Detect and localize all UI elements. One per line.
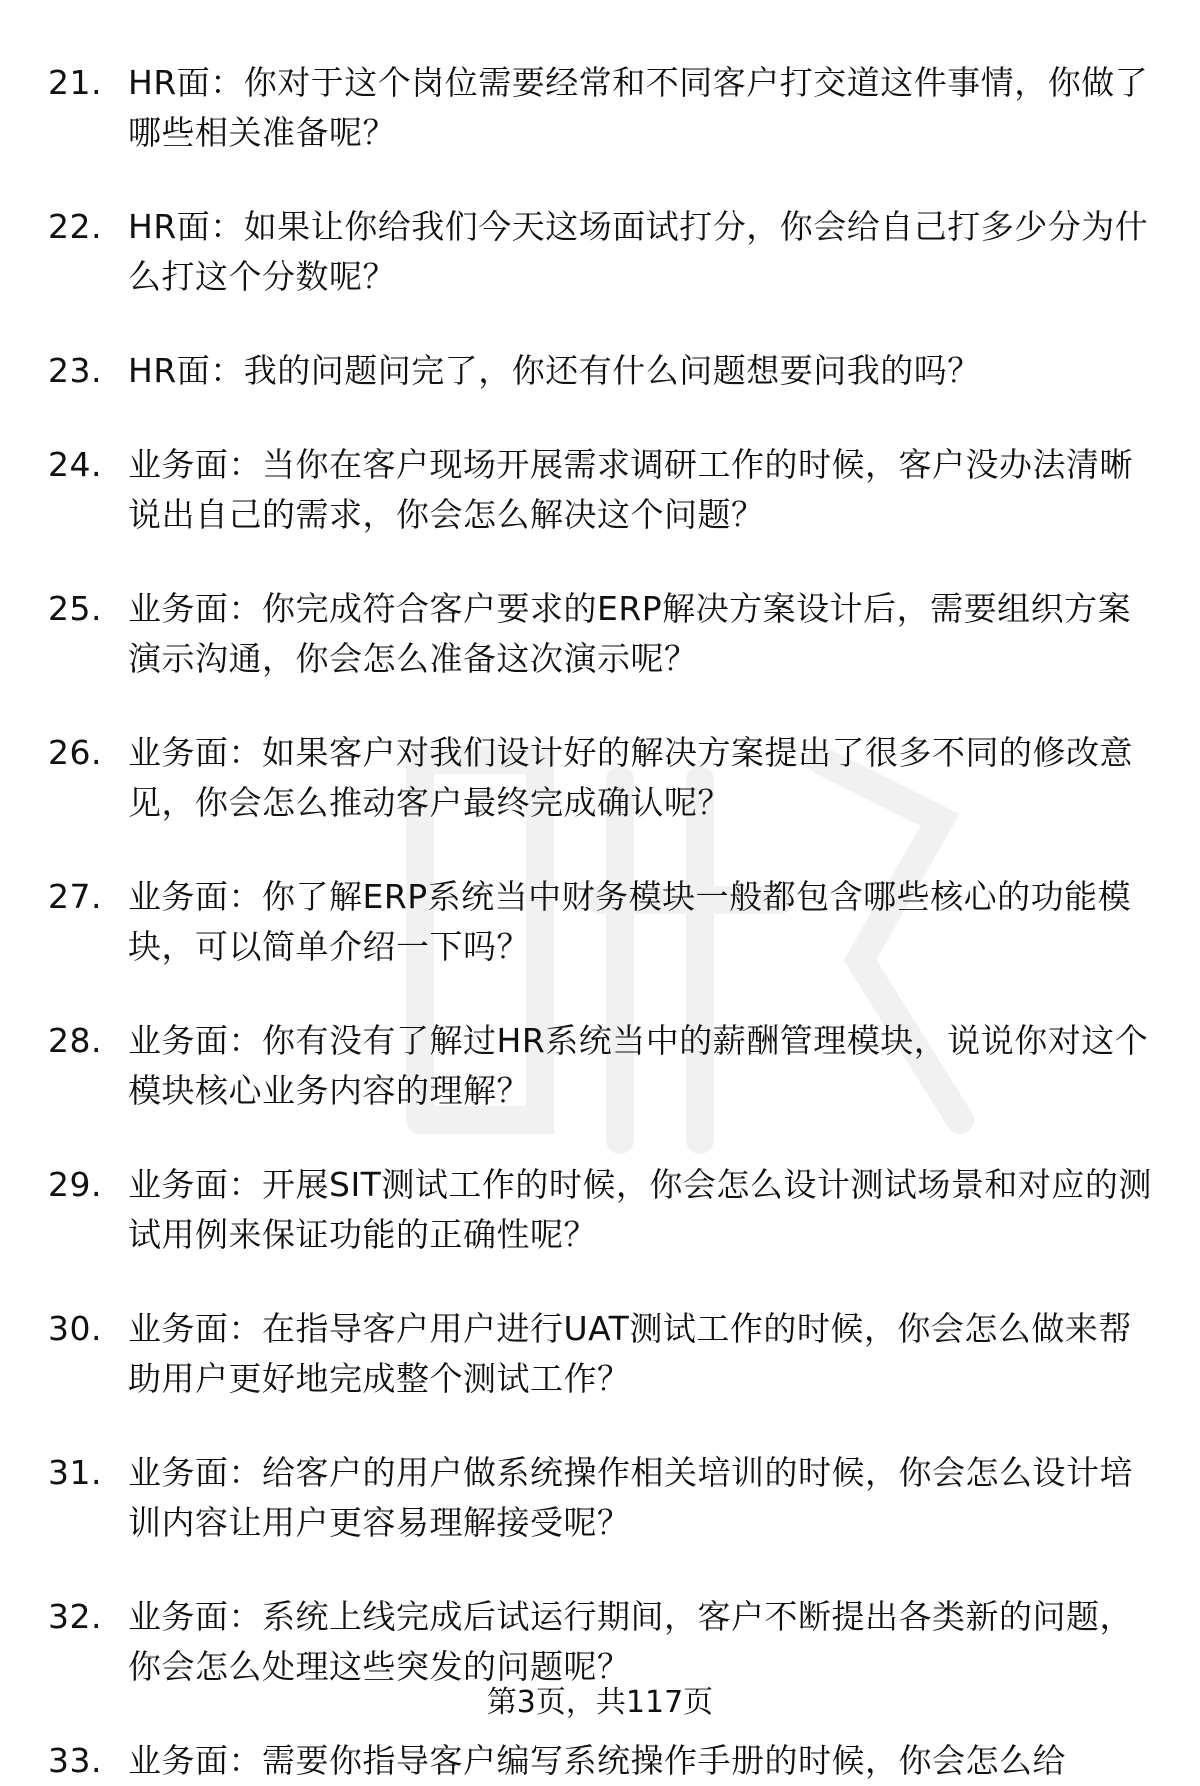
question-number: 21. bbox=[48, 63, 102, 102]
question-number: 28. bbox=[48, 1021, 102, 1060]
question-text: 业务面：给客户的用户做系统操作相关培训的时候，你会怎么设计培训内容让用户更容易理解接受呢？ bbox=[128, 1453, 1133, 1542]
question-number: 29. bbox=[48, 1165, 102, 1204]
page-number-footer: 第3页，共117页 bbox=[486, 1685, 714, 1720]
question-item-27 bbox=[48, 872, 1158, 972]
question-text: 业务面：你有没有了解过HR系统当中的薪酬管理模块，说说你对这个模块核心业务内容的理解？ bbox=[128, 1021, 1149, 1110]
question-text: 业务面：在指导客户用户进行UAT测试工作的时候，你会怎么做来帮助用户更好地完成整个测试工作？ bbox=[128, 1309, 1132, 1398]
question-text: 业务面：开展SIT测试工作的时候，你会怎么设计测试场景和对应的测试用例来保证功能的正确性呢？ bbox=[128, 1165, 1152, 1254]
question-item-30 bbox=[48, 1304, 1158, 1404]
question-item-26 bbox=[48, 728, 1158, 828]
question-text: HR面：如果让你给我们今天这场面试打分，你会给自己打多少分为什么打这个分数呢？ bbox=[128, 207, 1149, 296]
question-item-29 bbox=[48, 1160, 1158, 1260]
question-number: 27. bbox=[48, 877, 102, 916]
question-number: 26. bbox=[48, 733, 102, 772]
question-text: 业务面：需要你指导客户编写系统操作手册的时候，你会怎么给 bbox=[128, 1741, 1066, 1780]
question-item-31 bbox=[48, 1448, 1158, 1548]
question-text: 业务面：你了解ERP系统当中财务模块一般都包含哪些核心的功能模块，可以简单介绍一下吗？ bbox=[128, 877, 1132, 966]
question-item-25 bbox=[48, 584, 1158, 684]
question-number: 33. bbox=[48, 1741, 102, 1780]
question-number: 25. bbox=[48, 589, 102, 628]
question-text: HR面：我的问题问完了，你还有什么问题想要问我的吗？ bbox=[128, 351, 981, 390]
question-item-32 bbox=[48, 1592, 1158, 1692]
question-list bbox=[48, 58, 1158, 1786]
question-item-23 bbox=[48, 346, 1158, 396]
question-text: 业务面：如果客户对我们设计好的解决方案提出了很多不同的修改意见，你会怎么推动客户最终完成确认呢？ bbox=[128, 733, 1133, 822]
question-number: 23. bbox=[48, 351, 102, 390]
question-item-21 bbox=[48, 58, 1158, 158]
question-text: HR面：你对于这个岗位需要经常和不同客户打交道这件事情，你做了哪些相关准备呢？ bbox=[128, 63, 1149, 152]
question-text: 业务面：系统上线完成后试运行期间，客户不断提出各类新的问题，你会怎么处理这些突发的问题呢？ bbox=[128, 1597, 1133, 1686]
question-item-22 bbox=[48, 202, 1158, 302]
question-number: 31. bbox=[48, 1453, 102, 1492]
question-number: 22. bbox=[48, 207, 102, 246]
question-number: 24. bbox=[48, 445, 102, 484]
question-item-24 bbox=[48, 440, 1158, 540]
question-text: 业务面：当你在客户现场开展需求调研工作的时候，客户没办法清晰说出自己的需求，你会怎么解决这个问题？ bbox=[128, 445, 1133, 534]
question-item-28 bbox=[48, 1016, 1158, 1116]
question-number: 32. bbox=[48, 1597, 102, 1636]
question-number: 30. bbox=[48, 1309, 102, 1348]
question-text: 业务面：你完成符合客户要求的ERP解决方案设计后，需要组织方案演示沟通，你会怎么准备这次演示呢？ bbox=[128, 589, 1132, 678]
question-item-33 bbox=[48, 1736, 1158, 1786]
